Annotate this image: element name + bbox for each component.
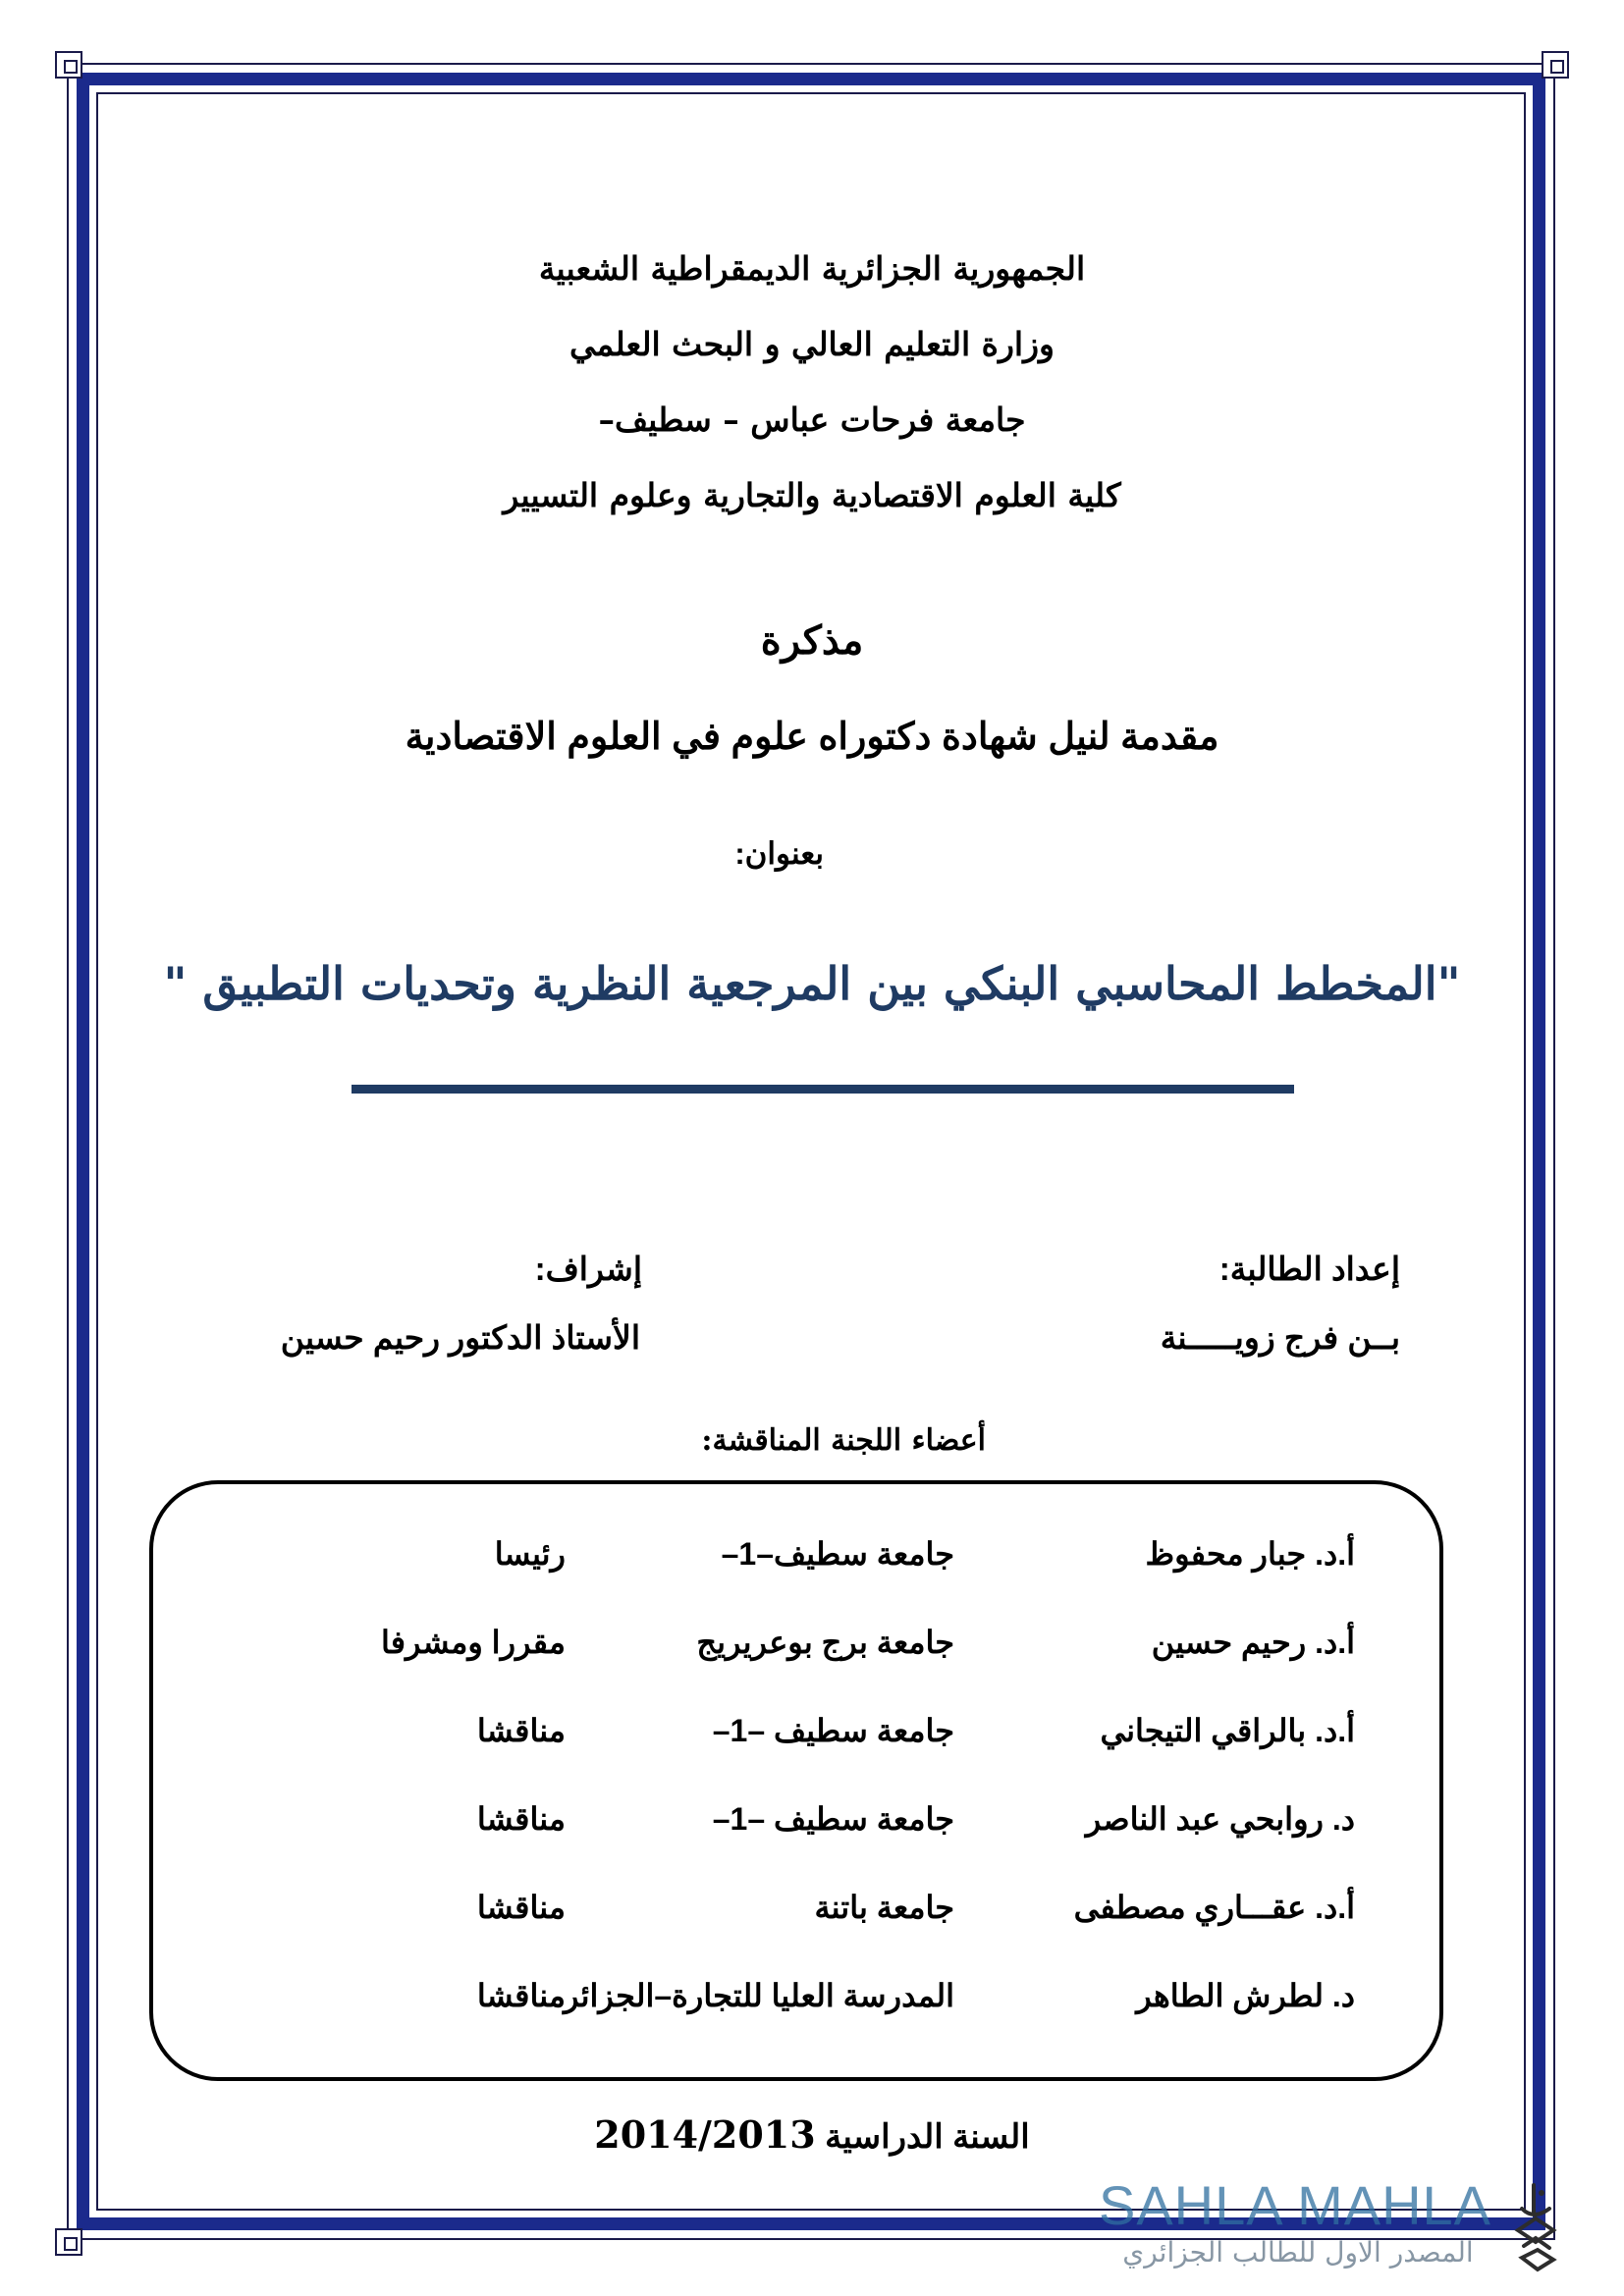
jury-member-university: جامعة سطيف –1– [712,1713,954,1748]
jury-member-role: مقررا ومشرفا [380,1625,566,1660]
jury-member [149,1535,1443,1594]
calligraphy-logo-icon [1512,2179,1561,2277]
university-name: جامعة فرحات عباس – سطيف– [598,400,1026,439]
jury-member-name: أ.د. رحيم حسين [1151,1625,1355,1660]
jury-member-role: مناقشا [476,1713,566,1748]
jury-member-name: د. لطرش الطاهر [1136,1978,1355,2013]
title-label: بعنوان: [734,836,824,871]
border-corner-bottom-left [55,2228,82,2256]
jury-member [149,1977,1443,2036]
border-corner-top-right [1542,51,1569,79]
document-type: مذكرة [760,619,864,663]
watermark-name: SAHLA MAHLA [1098,2174,1492,2236]
jury-member-university: جامعة سطيف–1– [721,1536,954,1572]
supervisor-label: إشراف: [534,1251,642,1287]
watermark [1084,2173,1545,2281]
degree-statement: مقدمة لنيل شهادة دكتوراه علوم في العلوم الاقتصادية [405,717,1219,758]
academic-year-label: السنة الدراسية [825,2118,1030,2156]
student-name: بــن فرج زويـــــنة [1160,1319,1400,1356]
jury-member-name: أ.د. جبار محفوظ [1145,1536,1355,1572]
faculty-name: كلية العلوم الاقتصادية والتجارية وعلوم التسيير [503,476,1121,514]
student-label: إعداد الطالبة: [1218,1251,1400,1287]
title-underline [352,1085,1294,1094]
jury-member-university: جامعة برج بوعريريج [696,1625,954,1660]
jury-member [149,1889,1443,1948]
jury-member-university: المدرسة العليا للتجارة–الجزائر [563,1978,954,2013]
jury-member-role: مناقشا [476,1978,566,2013]
jury-member [149,1800,1443,1859]
academic-year [0,2112,1624,2157]
supervisor-name: الأستاذ الدكتور رحيم حسين [280,1319,640,1356]
thesis-title: "المخطط المحاسبي البنكي بين المرجعية النظرية وتحديات التطبيق " [163,957,1461,1010]
jury-member-name: أ.د. عقـــاري مصطفى [1073,1890,1355,1925]
ministry-name: وزارة التعليم العالي و البحث العلمي [569,325,1055,363]
jury-member-university: جامعة باتنة [814,1890,954,1925]
country-name: الجمهورية الجزائرية الديمقراطية الشعبية [538,249,1086,288]
border-corner-top-left [55,51,82,79]
academic-year-value: 2014/2013 [594,2112,816,2157]
jury-label: أعضاء اللجنة المناقشة: [701,1423,986,1458]
jury-member [149,1624,1443,1682]
jury-member-role: مناقشا [476,1890,566,1925]
jury-member-name: د. روابحي عبد الناصر [1085,1801,1355,1837]
jury-member-role: مناقشا [476,1801,566,1837]
jury-member-university: جامعة سطيف –1– [712,1801,954,1837]
jury-member-name: أ.د. بالراقي التيجاني [1100,1713,1355,1748]
watermark-tagline: المصدر الاول للطالب الجزائري [1122,2236,1474,2269]
jury-member [149,1712,1443,1771]
jury-member-role: رئيسا [494,1536,566,1572]
